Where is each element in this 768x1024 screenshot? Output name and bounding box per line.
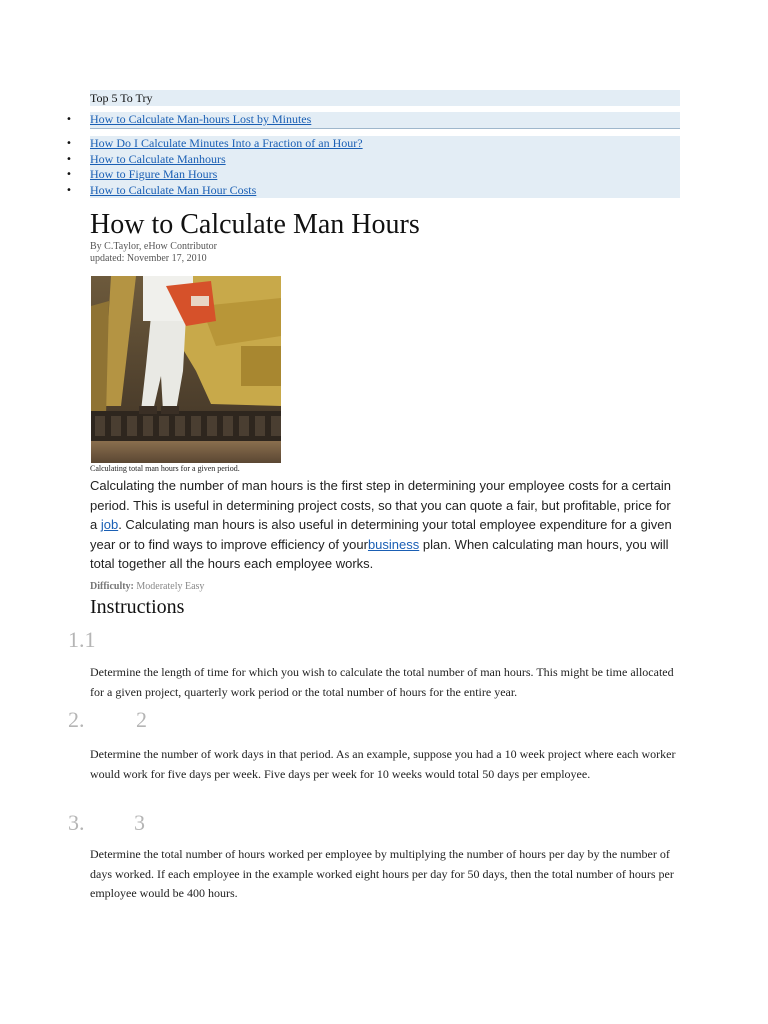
step-marker: 3. [68,810,85,835]
top5-link[interactable]: How Do I Calculate Minutes Into a Fraction of an Hour? [90,136,363,150]
top5-link[interactable]: How to Calculate Manhours [90,151,226,166]
step-digit: 2 [136,707,147,732]
updated-date: updated: November 17, 2010 [90,253,207,264]
list-item [66,167,680,183]
list-item [66,136,680,152]
bullet: • [66,114,72,125]
list-item [66,112,680,129]
step-number [68,707,168,733]
author: By C.Taylor, eHow Contributor [90,241,217,252]
business-link[interactable]: business [367,536,420,552]
photo-caption: Calculating total man hours for a given period. [90,464,240,473]
step-digit: 3 [134,810,145,835]
list-item [66,151,680,168]
bullet: • [66,138,72,149]
step-digit: 1 [84,627,96,652]
article-photo [91,276,281,463]
top5-link[interactable]: How to Figure Man Hours [90,167,218,181]
intro-paragraph [90,476,680,574]
difficulty [90,581,204,592]
step-number [68,627,96,653]
top5-link[interactable]: How to Calculate Man-hours Lost by Minutes [90,112,312,126]
intro-text: plan. When calculating man hours, you will total together all the hours each employee works. [90,536,669,572]
byline [90,241,217,265]
step-number [68,810,168,836]
list-item [66,182,680,199]
bullet: • [66,184,72,196]
difficulty-value: Moderately Easy [133,581,205,592]
article-title: How to Calculate Man Hours [90,209,420,240]
intro-text: Calculating the number of man hours is the first step in determining your employee costs for a certain period. This is useful in determining project costs, so that you can quote a fair, but profitable, price for a [90,478,671,533]
instructions-heading: Instructions [90,596,185,618]
top5-header: Top 5 To Try [90,90,680,106]
top5-list [60,112,680,198]
job-link[interactable]: job [100,517,119,533]
step-text: Determine the number of work days in that period. As an example, suppose you had a 10 week project where each worker would work for five days per week. Five days per week for 10 weeks would total 50 days per employee. [90,747,676,781]
bullet: • [66,153,72,165]
step-text: Determine the total number of hours worked per employee by multiplying the number of hours per day by the number of days worked. If each employee in the example worked eight hours per day for 50 days, then the total number of hours per employee would be 400 hours. [90,847,674,900]
bullet: • [66,169,72,180]
step-text: Determine the length of time for which you wish to calculate the total number of man hours. This might be time allocated for a given project, quarterly work period or the total number of hours for the entire year. [90,665,674,699]
top5-link[interactable]: How to Calculate Man Hour Costs [90,182,257,197]
step-marker: 1. [68,627,85,652]
difficulty-label: Difficulty: [90,581,134,592]
intro-text: . Calculating man hours is also useful in determining your total employee expenditure for a given year or to find ways to improve efficiency of your [90,517,672,552]
step-marker: 2. [68,707,85,732]
